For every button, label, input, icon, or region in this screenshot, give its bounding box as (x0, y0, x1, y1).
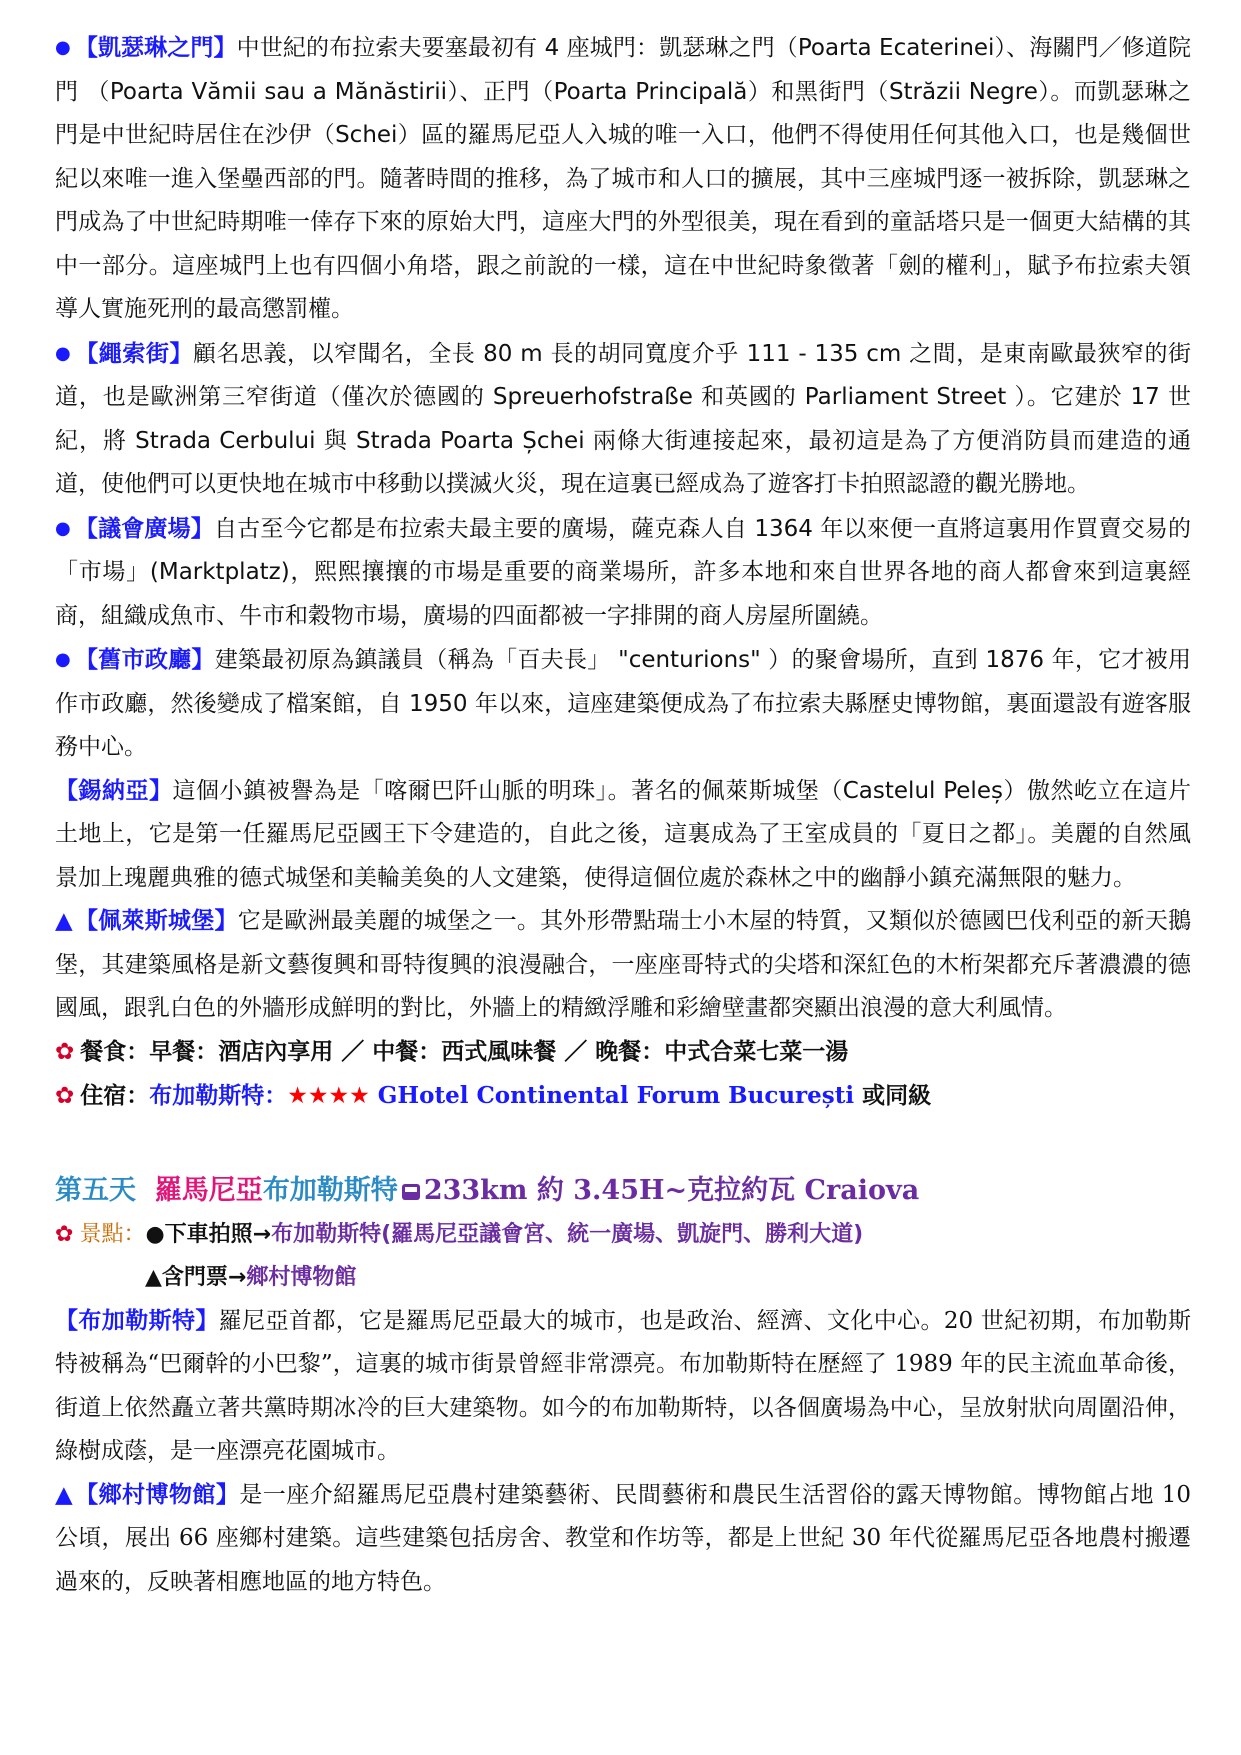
section-text: 顧名思義，以窄聞名，全長 80 m 長的胡同寬度介乎 111 - 135 cm 之間，是東南歐最狹窄的街道，也是歐洲第三窄街道（僅次於德國的 Spreuerhofstraße 和英國的 Parliament Street ）。它建於 17 世紀，將 Strada Cerbului 與 Strada Poarta Șchei 兩條大街連接起來，最初這是為了方便消防員而建造的通道，使他們可以更快地在城市中移動以撲滅火災，現在這裏已經成為了遊客打卡拍照認證的觀光勝地。 (55, 340, 1192, 497)
triangle-icon: ▲ (55, 1481, 74, 1508)
spots-line-2 (55, 1256, 1191, 1300)
lodging-suffix: 或同級 (862, 1083, 932, 1109)
section-council-square (55, 507, 1191, 639)
day-country: 羅馬尼亞 (154, 1174, 263, 1206)
section-peles-castle (55, 900, 1191, 1031)
day5-heading (55, 1169, 1191, 1213)
hotel-name: GHotel Continental Forum București (377, 1082, 855, 1109)
section-heading: 【議會廣場】 (74, 515, 214, 542)
bullet-icon: ● (55, 517, 71, 539)
meals-line (55, 1031, 1191, 1075)
section-heading: 【舊市政廳】 (75, 647, 215, 673)
spots-places: 布加勒斯特(羅馬尼亞議會宮、統一廣場、凱旋門、勝利大道) (271, 1221, 864, 1247)
spots-label: 景點： (79, 1221, 146, 1247)
lodging-line (55, 1074, 1191, 1119)
bus-icon (402, 1184, 420, 1200)
meals-text: 餐食：早餐：酒店內享用 ／ 中餐：西式風味餐 ／ 晚餐：中式合菜七菜一湯 (80, 1038, 849, 1065)
bullet-icon: ● (55, 37, 71, 58)
section-text: 中世紀的布拉索夫要塞最初有 4 座城門：凱瑟琳之門（Poarta Ecaterinei）、海關門／修道院門 （Poarta Vămii sau a Mănăstirii）、正門（Poarta Principală）和黑街門（Străzii Negre）。而凱瑟琳之門是中世紀時居住在沙伊（Schei）區的羅馬尼亞人入城的唯一入口，他們不得使用任何其他入口，也是幾個世紀以來唯一進入堡壘西部的門。隨著時間的推移，為了城市和人口的擴展，其中三座城門逐一被拆除，凱瑟琳之門成為了中世紀時期唯一倖存下來的原始大門，這座大門的外型很美，現在看到的童話塔只是一個更大結構的其中一部分。這座城門上也有四個小角塔，跟之前說的一樣，這在中世紀時象徵著「劍的權利」，賦予布拉索夫領導人實施死刑的最高懲罰權。 (55, 35, 1191, 322)
star-rating: ★★★★ (287, 1083, 370, 1109)
day-city: 布加勒斯特 (262, 1174, 398, 1206)
spots-line-1 (55, 1213, 1191, 1257)
section-sinaia (55, 770, 1191, 901)
flower-icon: ✿ (55, 1221, 74, 1247)
section-text: 羅尼亞首都，它是羅馬尼亞最大的城市，也是政治、經濟、文化中心。20 世紀初期，布加勒斯特被稱為“巴爾幹的小巴黎”，這裏的城市街景曾經非常漂亮。布加勒斯特在歷經了 1989 年的民主流血革命後，街道上依然矗立著共黨時期冰冷的巨大建築物。如今的布加勒斯特，以各個廣場為中心，呈放射狀向周圍沿伸，綠樹成蔭，是一座漂亮花園城市。 (55, 1307, 1192, 1464)
section-heading: 【錫納亞】 (55, 777, 173, 804)
section-bucharest (55, 1300, 1191, 1474)
section-text: 這個小鎮被譽為是「喀爾巴阡山脈的明珠」。著名的佩萊斯城堡（Castelul Peleș）傲然屹立在這片土地上，它是第一任羅馬尼亞國王下令建造的，自此之後，這裏成為了王室成員的「夏日之都」。美麗的自然風景加上瑰麗典雅的德式城堡和美輪美奐的人文建築，使得這個位處於森林之中的幽靜小鎮充滿無限的魅力。 (55, 777, 1192, 891)
spots-action: ●下車拍照→ (145, 1221, 272, 1247)
lodging-city: 布加勒斯特： (149, 1083, 288, 1109)
section-heading: 【布加勒斯特】 (55, 1307, 219, 1334)
lodging-label: 住宿： (80, 1083, 150, 1109)
section-heading: 【凱瑟琳之門】 (74, 35, 237, 61)
section-text: 它是歐洲最美麗的城堡之一。其外形帶點瑞士小木屋的特質，又類似於德國巴伐利亞的新天鵝堡，其建築風格是新文藝復興和哥特復興的浪漫融合，一座座哥特式的尖塔和深紅色的木桁架都充斥著濃濃的德國風，跟乳白色的外牆形成鮮明的對比，外牆上的精緻浮雕和彩繪壁畫都突顯出浪漫的意大利風情。 (55, 908, 1191, 1021)
section-old-town-hall (55, 638, 1191, 770)
bullet-icon: ● (55, 649, 71, 670)
triangle-icon: ▲ (55, 908, 73, 934)
section-heading: 【繩索街】 (75, 340, 193, 367)
section-text: 是一座介紹羅馬尼亞農村建築藝術、民間藝術和農民生活習俗的露天博物館。博物館占地 10 公頃，展出 66 座鄉村建築。這些建築包括房舍、教堂和作坊等，都是上世紀 30 年代從羅馬尼亞各地農村搬遷過來的，反映著相應地區的地方特色。 (55, 1481, 1191, 1595)
section-village-museum (55, 1474, 1191, 1605)
section-text: 自古至今它都是布拉索夫最主要的廣場，薩克森人自 1364 年以來便一直將這裏用作買賣交易的「市場」(Marktplatz)，熙熙攘攘的市場是重要的商業場所，許多本地和來自世界各地的商人都會來到這裏經商，組織成魚市、牛市和穀物市場，廣場的四面都被一字排開的商人房屋所圍繞。 (55, 515, 1192, 629)
flower-icon: ✿ (55, 1038, 75, 1065)
section-heading: 【佩萊斯城堡】 (74, 908, 238, 934)
flower-icon: ✿ (55, 1083, 75, 1109)
bullet-icon: ● (55, 342, 72, 364)
section-text: 建築最初原為鎮議員（稱為「百夫長」 "centurions" ）的聚會場所，直到 1876 年，它才被用作市政廳，然後變成了檔案館，自 1950 年以來，這座建築便成為了布拉索夫縣歷史博物館，裏面還設有遊客服務中心。 (55, 647, 1191, 760)
section-heading: 【鄉村博物館】 (75, 1481, 240, 1508)
section-rope-street (55, 332, 1191, 507)
spots-places: 鄉村博物館 (246, 1265, 357, 1290)
day-route: 233km 約 3.45H~克拉約瓦 Craiova (423, 1174, 920, 1206)
day-label: 第五天 (55, 1174, 136, 1206)
spots-action: ▲含門票→ (145, 1265, 247, 1290)
section-katharine-gate (55, 26, 1191, 332)
itinerary-page (55, 26, 1191, 1604)
